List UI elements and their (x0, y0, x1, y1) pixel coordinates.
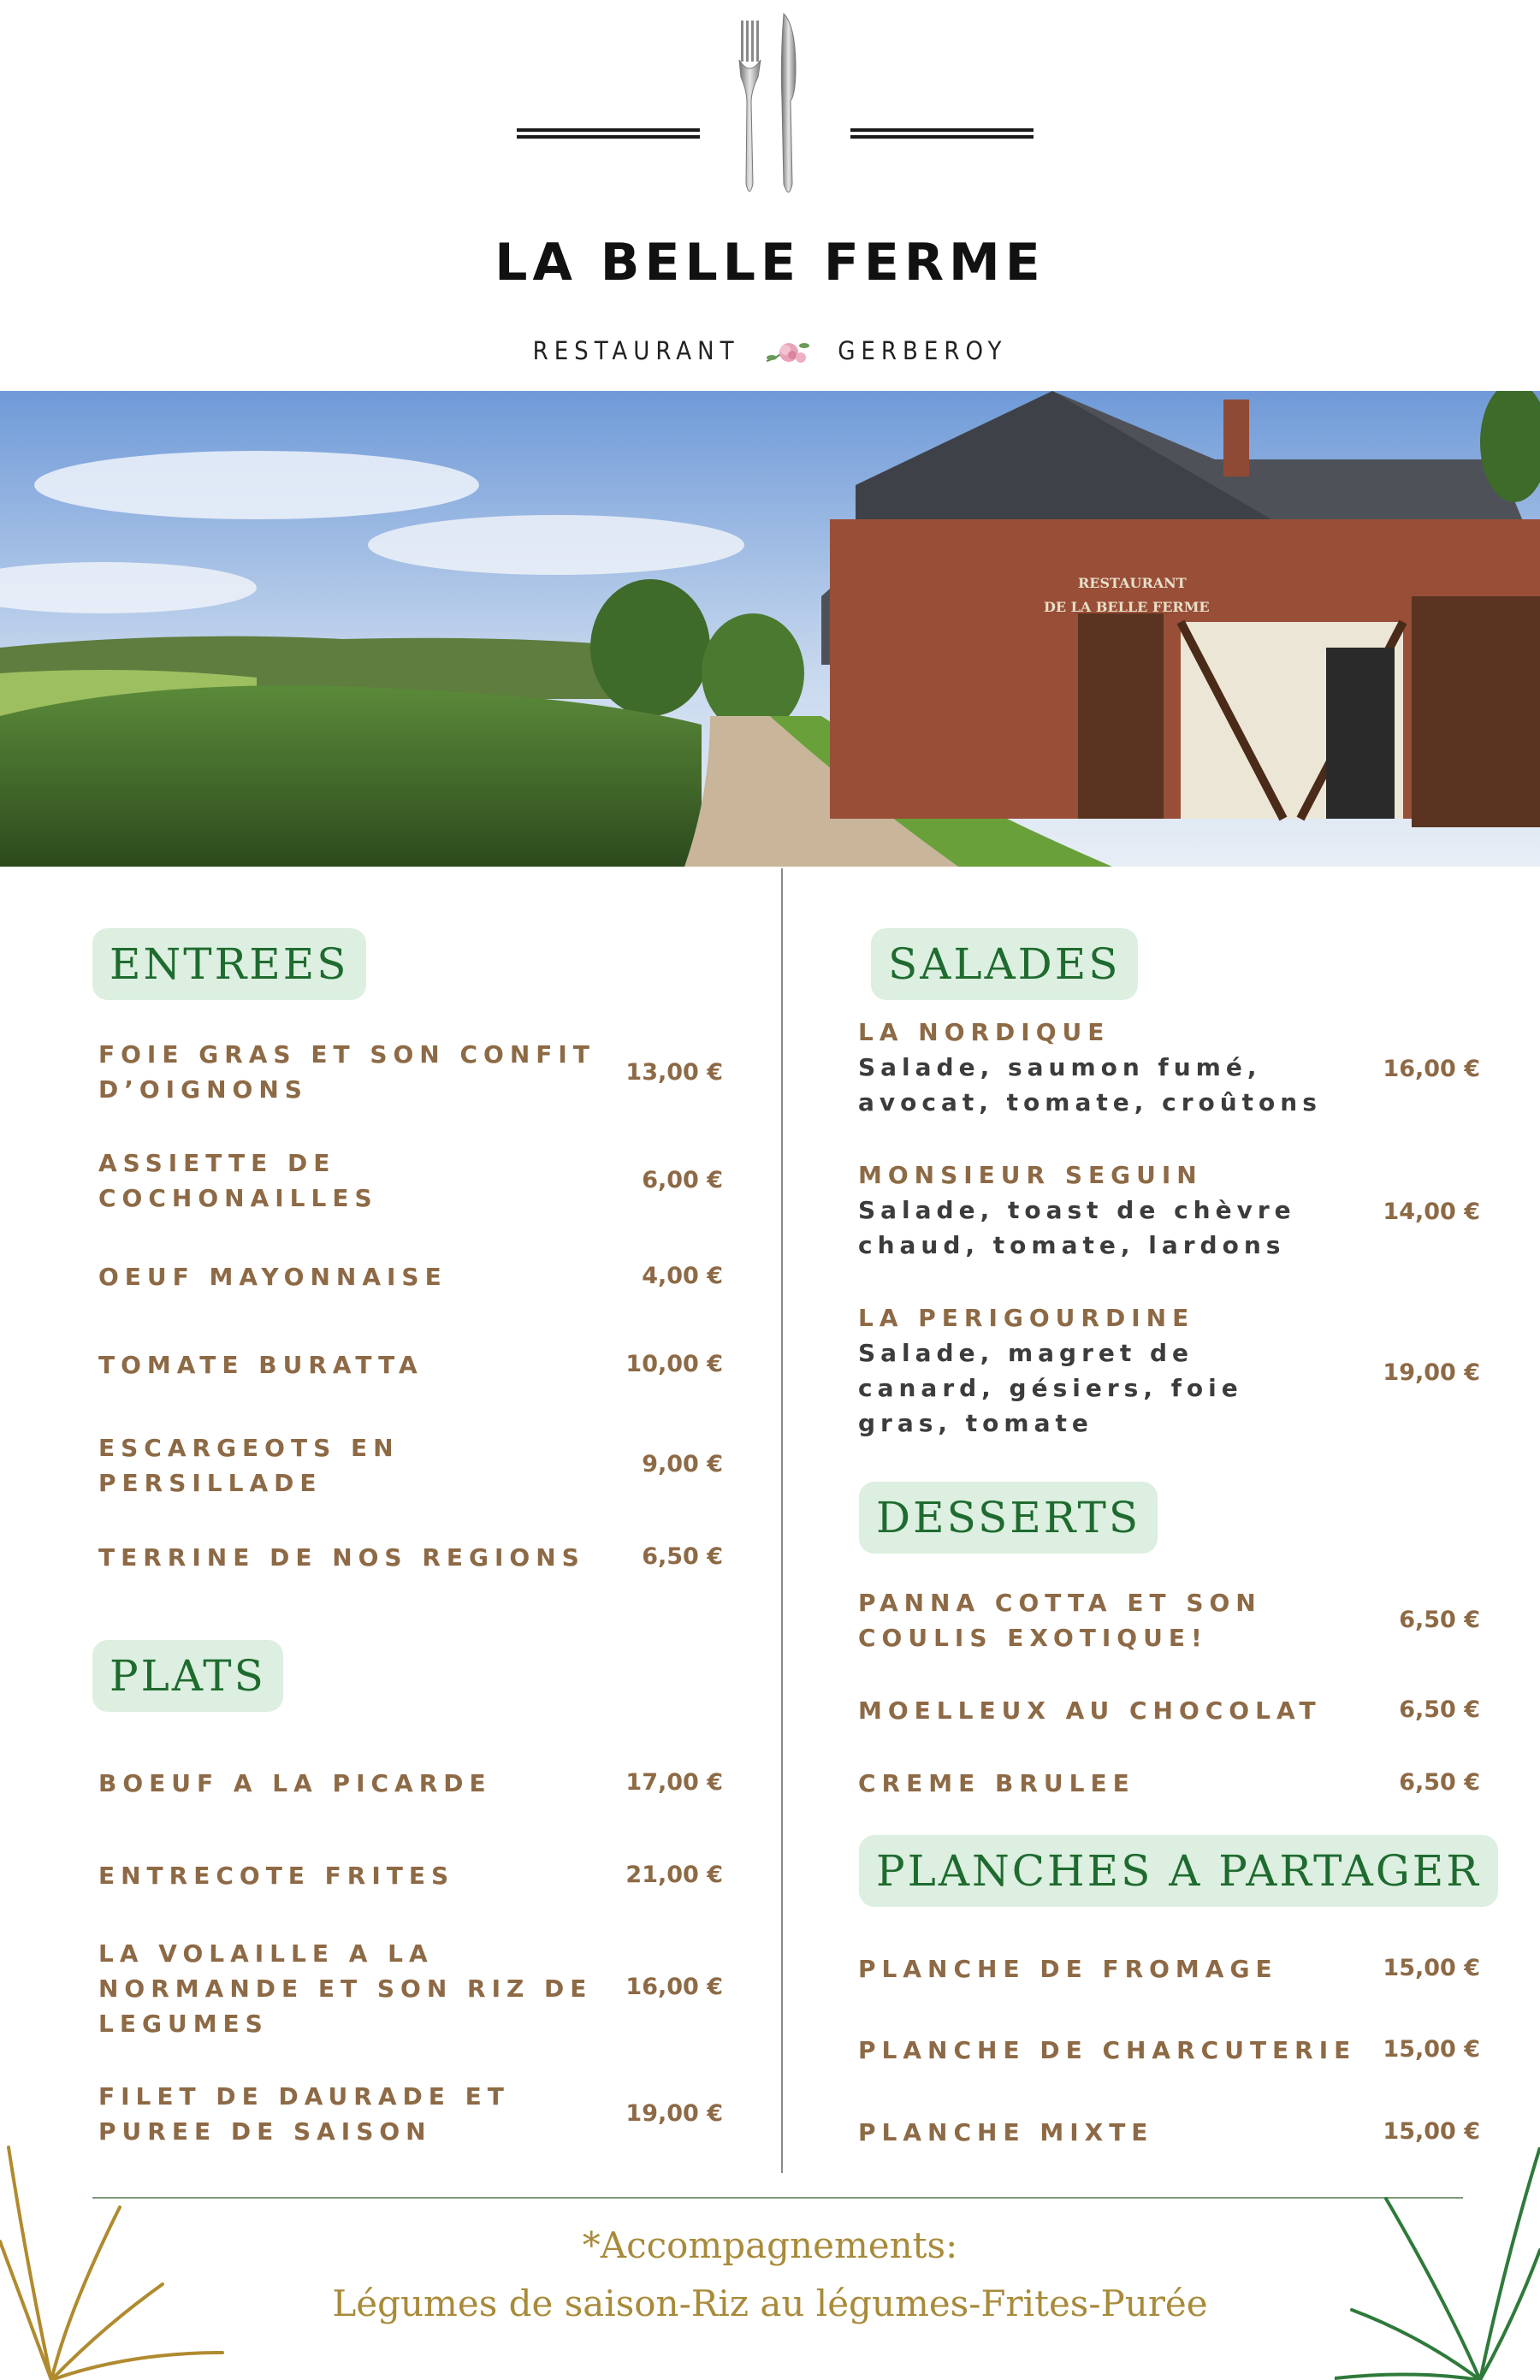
item-name-line: CREME BRULEE (858, 1769, 1135, 1797)
item-name-line: OEUF MAYONNAISE (98, 1263, 447, 1291)
item-name-line: MOELLEUX AU CHOCOLAT (858, 1696, 1322, 1725)
sides-list: Légumes de saison-Riz au légumes-Frites-Purée (332, 2282, 1208, 2324)
item-price: 16,00 € (625, 1974, 723, 2000)
item-name-line: LA NORDIQUE (858, 1018, 1111, 1046)
header-rule-left (517, 128, 700, 139)
sign-line2: DE LA BELLE FERME (1044, 599, 1210, 615)
menu-item (858, 2033, 1356, 2068)
item-name-line: BOEUF A LA PICARDE (98, 1769, 492, 1797)
sides-heading: *Accompagnements: (582, 2224, 958, 2266)
item-description: chaud, tomate, lardons (858, 1231, 1286, 1259)
item-name-line: COULIS EXOTIQUE! (858, 1624, 1208, 1652)
item-name-line: PERSILLADE (98, 1469, 323, 1497)
item-price: 17,00 € (625, 1769, 723, 1796)
item-price: 9,00 € (642, 1451, 723, 1477)
item-name-line: PANNA COTTA ET SON (858, 1589, 1262, 1617)
item-price: 6,50 € (1399, 1769, 1480, 1796)
header-rule-right (850, 128, 1034, 139)
menu-item (858, 1300, 1243, 1441)
item-name-line: ESCARGEOTS EN (98, 1434, 400, 1462)
section-planches-heading: PLANCHES A PARTAGER (859, 1835, 1498, 1907)
item-name-line: LA VOLAILLE A LA (98, 1939, 434, 1968)
menu-item (98, 1259, 447, 1294)
leaf-decoration-left-icon (0, 2139, 274, 2380)
menu-item (858, 1015, 1322, 1120)
menu-item (98, 1858, 454, 1893)
menu-item (858, 1585, 1262, 1655)
footer-divider (92, 2197, 1463, 2199)
item-name-line: FILET DE DAURADE ET (98, 2082, 510, 2111)
leaf-decoration-right-icon (1335, 2147, 1540, 2380)
item-price: 4,00 € (642, 1263, 723, 1289)
menu-header (0, 0, 1540, 391)
item-price: 6,50 € (1399, 1696, 1480, 1723)
section-salades-heading: SALADES (871, 928, 1138, 1000)
item-description: Salade, magret de (858, 1339, 1194, 1367)
item-name-line: NORMANDE ET SON RIZ DE (98, 1974, 593, 2003)
item-name-line: TERRINE DE NOS REGIONS (98, 1543, 585, 1572)
sign-line1: RESTAURANT (1078, 575, 1187, 591)
flower-icon (763, 335, 814, 370)
menu-item (98, 1037, 595, 1107)
item-name-line: ENTRECOTE FRITES (98, 1862, 455, 1890)
item-price: 15,00 € (1383, 2118, 1480, 2145)
item-name-line: ASSIETTE DE (98, 1149, 336, 1177)
menu-item (858, 2115, 1153, 2150)
subtitle-left: RESTAURANT (532, 336, 740, 365)
item-name-line: TOMATE BURATTA (98, 1351, 424, 1379)
item-price: 15,00 € (1383, 2036, 1480, 2063)
menu-item (858, 1951, 1278, 1986)
item-name-line: PUREE DE SAISON (98, 2117, 432, 2146)
restaurant-subtitle (0, 335, 1540, 370)
restaurant-name: LA BELLE FERME (495, 233, 1045, 293)
item-description: canard, gésiers, foie (858, 1374, 1243, 1402)
item-name-line: D’OIGNONS (98, 1075, 308, 1104)
item-price: 14,00 € (1383, 1199, 1480, 1225)
item-name-line: LA PERIGOURDINE (858, 1304, 1195, 1332)
item-price: 19,00 € (625, 2100, 723, 2127)
menu-item (98, 1146, 378, 1216)
item-name-line: PLANCHE MIXTE (858, 2118, 1154, 2146)
item-name-line: MONSIEUR SEGUIN (858, 1161, 1203, 1189)
item-name-line: PLANCHE DE FROMAGE (858, 1955, 1278, 1983)
menu-item (98, 1936, 592, 2041)
item-description: avocat, tomate, croûtons (858, 1088, 1322, 1116)
menu-item (858, 1766, 1135, 1801)
item-description: Salade, saumon fumé, (858, 1053, 1262, 1081)
menu-item (98, 1347, 424, 1382)
menu-item (98, 1430, 400, 1501)
item-name-line: PLANCHE DE CHARCUTERIE (858, 2036, 1357, 2064)
menu-item (858, 1693, 1322, 1728)
item-price: 19,00 € (1383, 1359, 1480, 1386)
item-price: 10,00 € (625, 1351, 723, 1377)
item-price: 6,50 € (1399, 1607, 1480, 1633)
item-description: gras, tomate (858, 1409, 1093, 1437)
item-name-line: LEGUMES (98, 2010, 269, 2038)
item-price: 13,00 € (625, 1059, 723, 1086)
column-divider (781, 868, 783, 2173)
item-description: Salade, toast de chèvre (858, 1196, 1296, 1224)
item-name-line: COCHONAILLES (98, 1184, 378, 1212)
item-price: 15,00 € (1383, 1955, 1480, 1981)
cutlery-icon (732, 9, 809, 207)
item-name-line: FOIE GRAS ET SON CONFIT (98, 1040, 595, 1069)
section-entrees-heading: ENTREES (92, 928, 366, 1000)
farm-photo (0, 391, 1540, 867)
item-price: 21,00 € (625, 1862, 723, 1888)
item-price: 6,50 € (642, 1543, 723, 1570)
menu-item (858, 1157, 1296, 1263)
item-price: 16,00 € (1383, 1056, 1480, 1082)
item-price: 6,00 € (642, 1167, 723, 1193)
section-plats-heading: PLATS (92, 1640, 283, 1712)
menu-item (98, 1540, 585, 1575)
menu-item (98, 1766, 492, 1801)
subtitle-right: GERBEROY (838, 336, 1008, 365)
section-desserts-heading: DESSERTS (859, 1482, 1158, 1554)
